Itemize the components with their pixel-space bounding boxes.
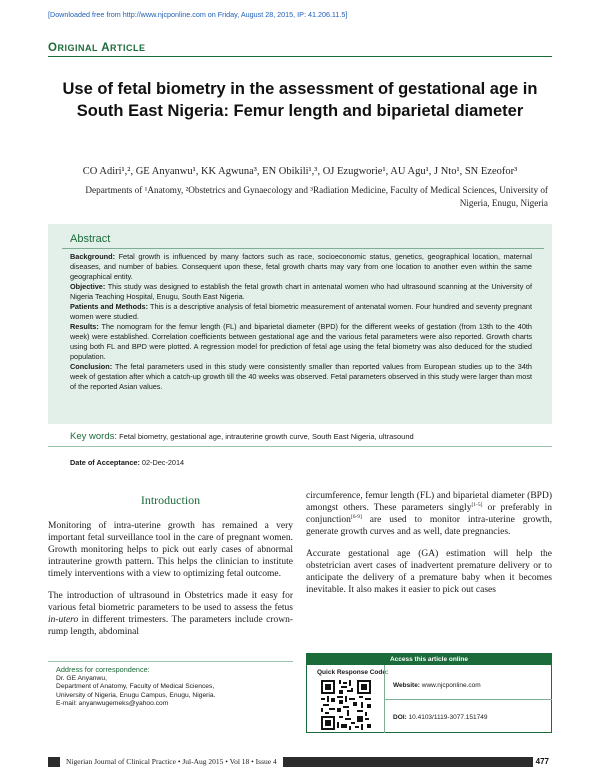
intro-paragraph-2: The introduction of ultrasound in Obstetrics made it easy for various fetal biometric parameters to be used to assess the fetus in-utero in different trimesters. The parameters include crown-rump length, abdominal <box>48 591 293 637</box>
page-number: 477 <box>533 756 552 768</box>
author-list: CO Adiri¹,², GE Anyanwu¹, KK Agwuna³, EN Obikili¹,³, OJ Ezugworie¹, AU Agu¹, J Nto¹, SN Ezeofor³ <box>82 166 518 177</box>
abstract-objective: Objective: This study was designed to establish the fetal growth chart in antenatal women who had ultrasound scanning at the University of Nigeria Teaching Hospital, Enugu, South East Nigeria. <box>70 282 532 301</box>
affiliations: Departments of ¹Anatomy, ²Obstetrics and Gynaecology and ³Radiation Medicine, Faculty of Medical Sciences, University of Nigeria, Enugu, Nigeria <box>85 185 548 208</box>
correspondence-line: University of Nigeria, Enugu Campus, Enugu, Nigeria. <box>56 691 216 699</box>
abstract-results: Results: The nomogram for the femur length (FL) and biparietal diameter (BPD) for the different weeks of gestation (from 13th to the 40th week) were established. Correlation coefficients between gestational age and the various fetal parameters were also reported. Growth charts using both FL and BPD were plotted. A regression model for prediction of fetal age using the fetal biometry was also deduced for the studied population. <box>70 322 532 361</box>
header-divider <box>48 56 552 57</box>
download-banner: [Downloaded free from http://www.njcponline.com on Friday, August 28, 2015, IP: 41.206.11.5] <box>48 10 348 19</box>
acceptance-date: Date of Acceptance: 02-Dec-2014 <box>70 458 185 467</box>
abstract-methods: Patients and Methods: This is a descriptive analysis of fetal biometric measurement of antenatal women. Four hundred and seventy pregnant women were studied. <box>70 302 532 321</box>
doi-link[interactable]: 10.4103/1119-3077.151749 <box>408 714 488 721</box>
introduction-heading: Introduction <box>140 493 201 507</box>
abstract-panel <box>48 224 552 424</box>
correspondence-title: Address for correspondence: <box>56 665 150 674</box>
keywords: Key words: Fetal biometry, gestational age, intrauterine growth curve, South East Nigeria, ultrasound <box>70 431 414 442</box>
abstract-body <box>70 252 532 392</box>
access-online-box <box>306 653 552 733</box>
website-field: Website: www.njcponline.com <box>393 682 481 689</box>
correspondence-box <box>48 661 293 709</box>
abstract-background: Background: Fetal growth is influenced by many factors such as race, socioeconomic status, genetics, geographical location, maternal diseases, and number of babies. Consequent upon these, fetal growth charts may vary from one location to another even within the same geographical entity. <box>70 252 532 281</box>
footer-journal: Nigerian Journal of Clinical Practice • Jul-Aug 2015 • Vol 18 • Issue 4 <box>60 757 283 767</box>
website-link[interactable]: www.njcponline.com <box>421 682 481 689</box>
correspondence-email[interactable]: E-mail: anyanwugemeks@yahoo.com <box>56 700 169 707</box>
keywords-divider <box>48 446 552 447</box>
qr-code-icon[interactable] <box>321 680 371 730</box>
intro-paragraph-1: Monitoring of intra-uterine growth has remained a very important fetal surveillance tool in the care of pregnant women. Growth monitoring helps to pick out early cases of abnormal intrauterine growth pattern. This helps the clinician to institute timely interventions with a view to optimizing fetal outcome. <box>48 521 293 579</box>
abstract-divider <box>62 248 544 249</box>
article-type-label: ORIGINAL ARTICLE <box>48 42 146 54</box>
access-heading: Access this article online <box>307 654 551 665</box>
abstract-heading: Abstract <box>70 233 111 245</box>
intro-paragraph-3: circumference, femur length (FL) and biparietal diameter (BPD) amongst others. These parameters singly[1-5] or preferably in conjunction[6-9] are used to monitor intra-uterine growth, generate growth curves and as well, date pregnancies. <box>306 491 552 537</box>
intro-paragraph-4: Accurate gestational age (GA) estimation will help the obstetrician avert cases of inadvertent premature delivery or to anticipate the delivery of a premature baby when it becomes inevitable. It also makes it easier to pick out cases <box>306 549 552 595</box>
right-column <box>306 490 552 606</box>
qr-label: Quick Response Code: <box>317 669 389 676</box>
correspondence-line: Dr. GE Anyanwu, <box>56 674 107 682</box>
left-column <box>48 490 293 648</box>
correspondence-line: Department of Anatomy, Faculty of Medical Sciences, <box>56 683 215 690</box>
doi-field: DOI: 10.4103/1119-3077.151749 <box>393 714 488 721</box>
abstract-conclusion: Conclusion: The fetal parameters used in this study were consistently smaller than reported values from European studies up to the 34th week of gestation after which a catch-up growth till the 40 weeks was observed. Fetal parameters observed in this study were larger than most of the reported Asian values. <box>70 362 532 391</box>
access-horizontal-divider <box>384 699 552 700</box>
article-title: Use of fetal biometry in the assessment of gestational age in South East Nigeria: Femur length and biparietal diameter <box>62 80 538 120</box>
